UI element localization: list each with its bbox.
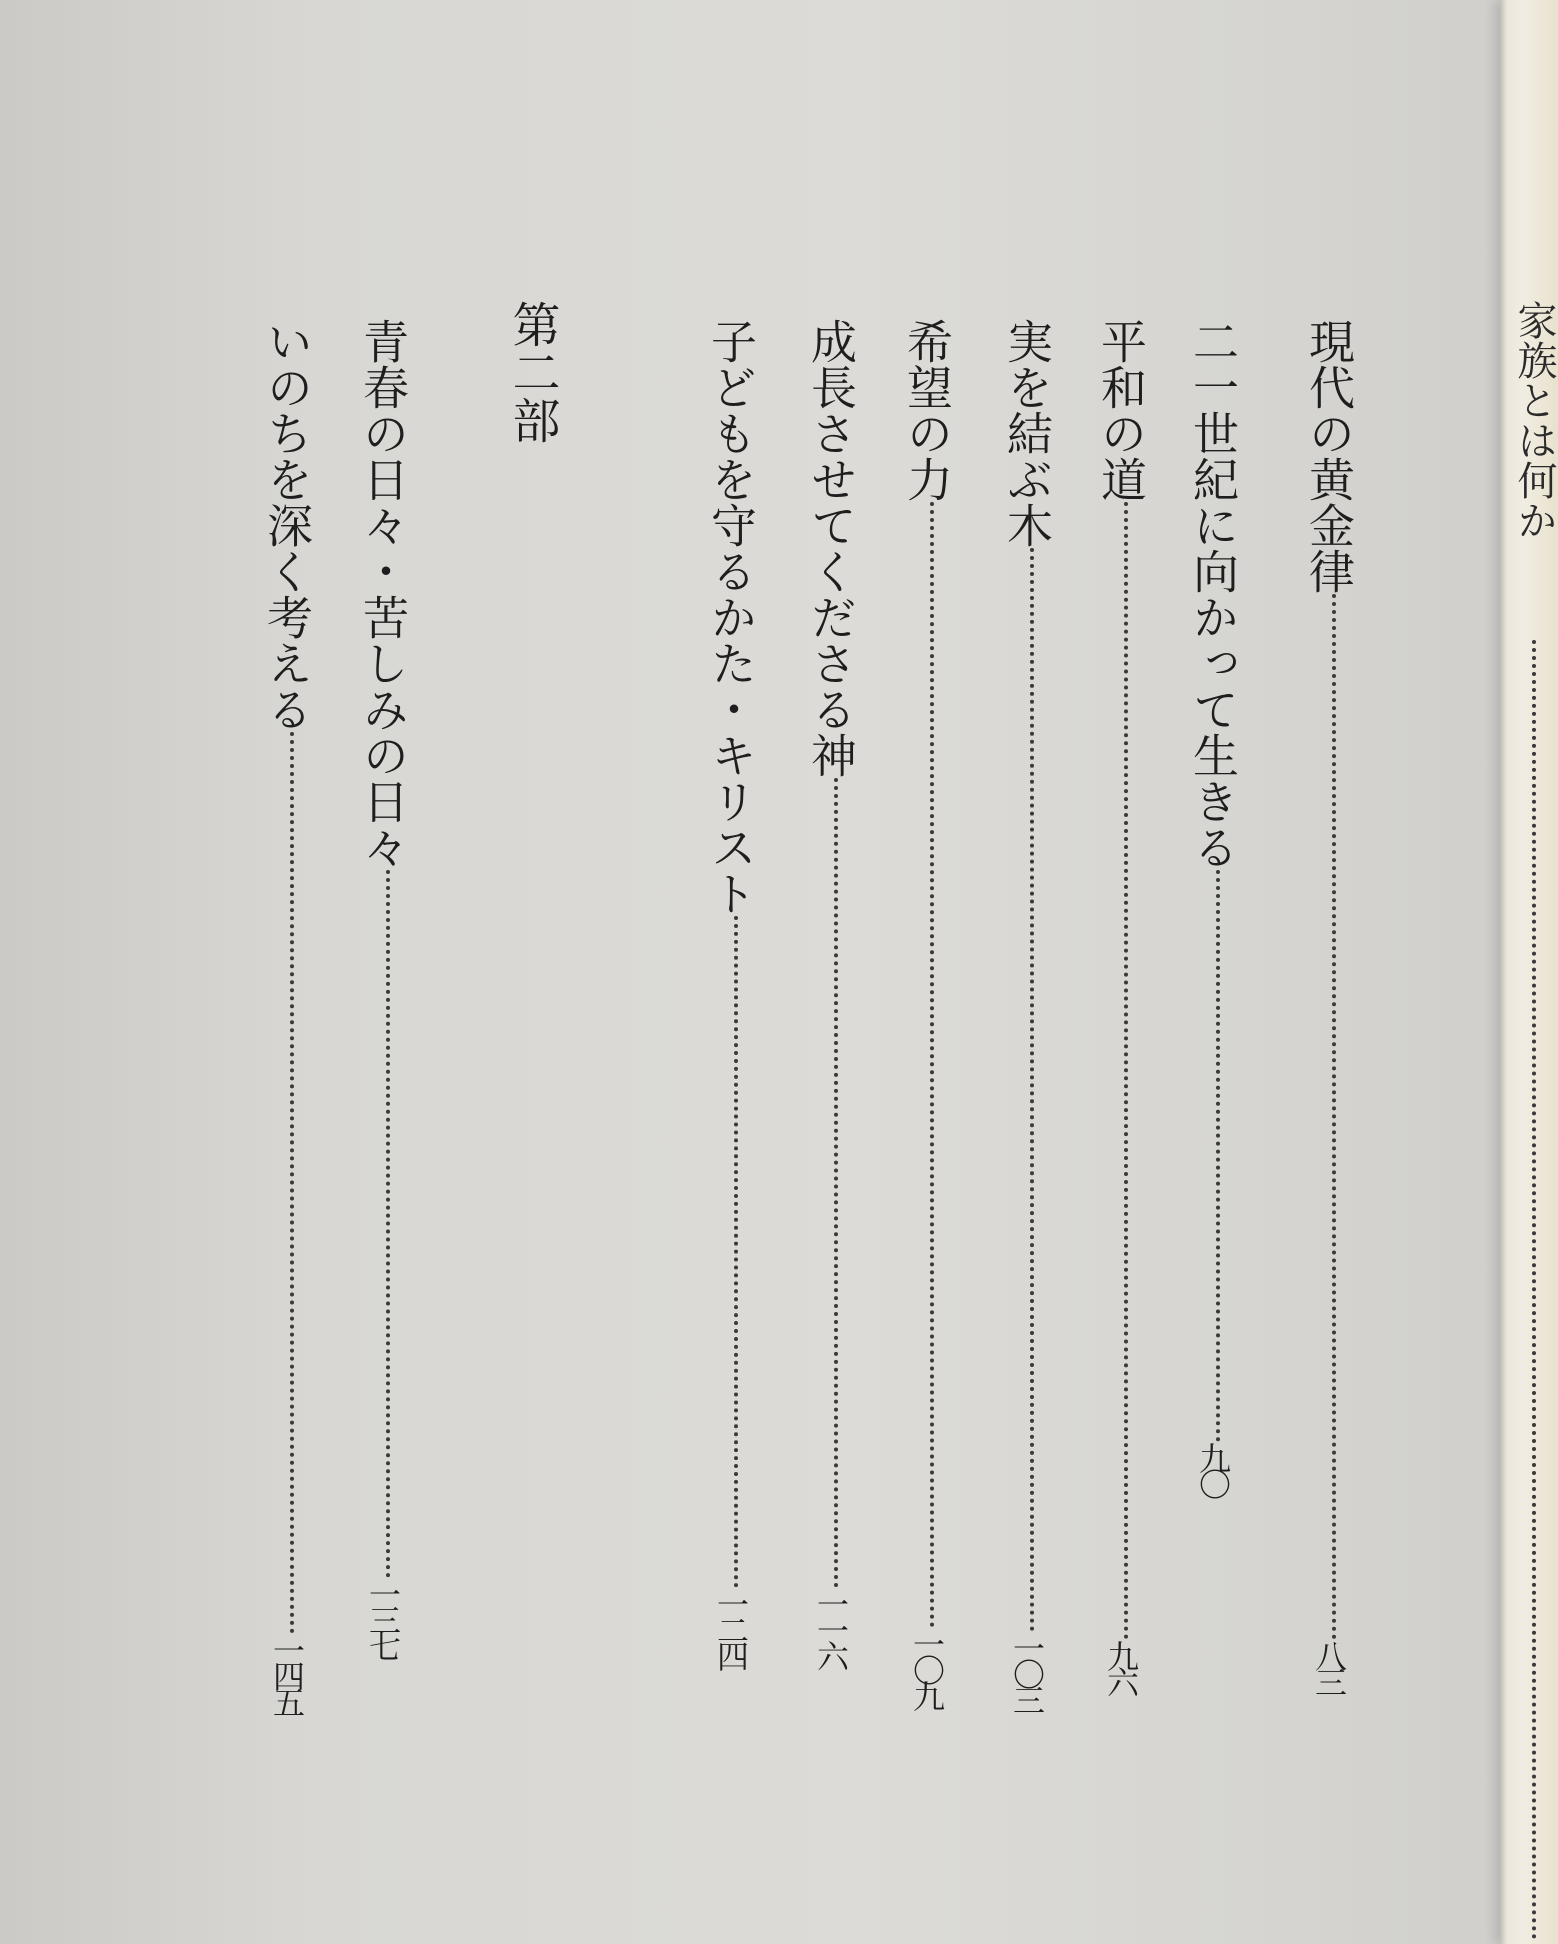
- toc-entry: [1302, 318, 1356, 1692]
- toc-entry-title: 二一世紀に向かって生きる: [1186, 318, 1240, 870]
- toc-entry-page: 九六: [1102, 1640, 1140, 1692]
- dot-leader: [1532, 640, 1536, 1940]
- dot-leader: [290, 732, 294, 1634]
- toc-entry-page: 一二四: [712, 1588, 750, 1666]
- toc-entry-title: 現代の黄金律: [1302, 318, 1356, 594]
- toc-entry: [1186, 318, 1240, 1494]
- toc-entry-page: 八三: [1310, 1640, 1348, 1692]
- adjacent-page-title: 家族とは何か: [1511, 300, 1557, 540]
- toc-entry-page: 一一六: [812, 1588, 850, 1666]
- dot-leader: [1030, 548, 1034, 1632]
- toc-entry-title: いのちを深く考える: [260, 318, 314, 732]
- toc-entry: [704, 318, 758, 1666]
- dot-leader: [1124, 502, 1128, 1640]
- toc-entry-page: 一〇三: [1008, 1632, 1046, 1710]
- dot-leader: [1332, 594, 1336, 1640]
- toc-entry-page: 九〇: [1194, 1442, 1232, 1494]
- part-heading: 第二部: [504, 300, 560, 444]
- toc-entry: [1094, 318, 1148, 1692]
- toc-entry-title: 子どもを守るかた・キリスト: [704, 318, 758, 916]
- toc-entry-title: 実を結ぶ木: [1000, 318, 1054, 548]
- dot-leader: [1216, 870, 1220, 1442]
- toc-entry-page: 一〇九: [908, 1628, 946, 1706]
- adjacent-page: [1500, 0, 1558, 1944]
- toc-entry: [260, 318, 314, 1712]
- toc-entry-page: 一四五: [268, 1634, 306, 1712]
- toc-entry: [804, 318, 858, 1666]
- toc-entry: [900, 318, 954, 1706]
- toc-entry-title: 平和の道: [1094, 318, 1148, 502]
- dot-leader: [930, 502, 934, 1628]
- dot-leader: [734, 916, 738, 1588]
- dot-leader: [834, 778, 838, 1588]
- toc-entry-page: 一三七: [364, 1578, 402, 1656]
- dot-leader: [386, 870, 390, 1578]
- toc-entry-title: 青春の日々・苦しみの日々: [356, 318, 410, 870]
- toc-entry: [356, 318, 410, 1656]
- toc-entry: [1000, 318, 1054, 1710]
- toc-entry-title: 成長させてくださる神: [804, 318, 858, 778]
- toc-entry-title: 希望の力: [900, 318, 954, 502]
